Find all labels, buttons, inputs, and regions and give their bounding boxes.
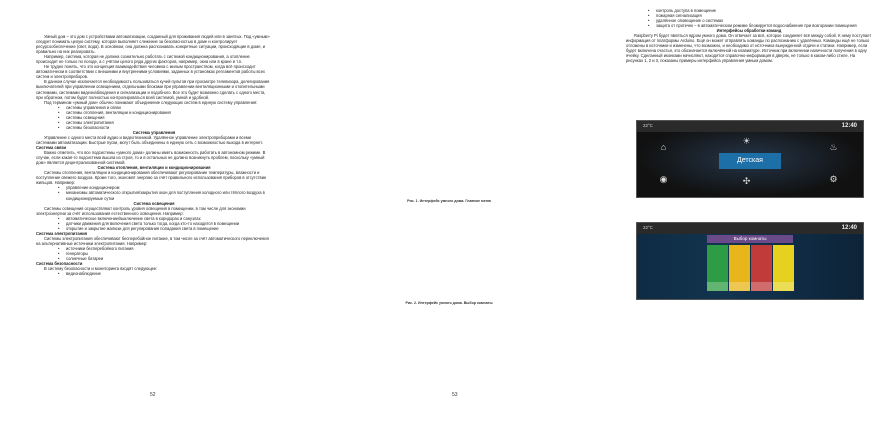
list-item: • открытие и закрытие жалюзи для регулирования попадания света в помещение: [66, 226, 272, 231]
list-item: • автоматическое включение/выключение света в коридорах и санузлах: [66, 216, 272, 221]
section-heading: Система отопления, вентиляции и кондиционирования: [97, 165, 211, 171]
list-item: • источники бесперебойного питания: [66, 246, 272, 251]
section-heading: Система освещения: [133, 200, 175, 206]
figure1-time: 12:40: [841, 122, 857, 129]
left-page: [0, 0, 300, 424]
list-item: • управление кондиционером: [66, 185, 272, 190]
list-item: • системы освещения: [66, 115, 272, 120]
bullet-list: [36, 271, 272, 276]
paragraph: Важно отметить, что все подсистемы «умного дома» должны иметь возможность работать в автономном режиме. В случае, если какая-то подсистема вышла из строя, то и в остальных не должно возникнуть проблем, поскольку «умный дом» является децентрализованной системой.: [36, 150, 266, 166]
lightbulb-icon[interactable]: ☀: [742, 136, 751, 146]
bullet-list: [36, 246, 272, 261]
paragraph: Системы освещения осуществляют контроль уровня освещения в помещении, в том числе для экономии электроэнергии за счёт использования естественного освещения. Например:: [36, 205, 246, 216]
camera-icon[interactable]: ◉: [659, 174, 668, 184]
section-heading: Система связи: [36, 145, 67, 151]
figure2-temperature: 22°C: [643, 225, 653, 230]
figure2-caption: Рис. 2. Интерфейс умного дома. Выбор комнаты: [405, 301, 493, 305]
section-heading: Система управления: [132, 129, 176, 135]
left-page-text: [36, 34, 272, 276]
room-label-banner[interactable]: Детская: [719, 153, 781, 169]
bullet-list: [36, 216, 272, 231]
figure2-status-bar: [637, 223, 863, 234]
room-tile-green[interactable]: [707, 245, 728, 291]
list-item: • генераторы: [66, 251, 272, 256]
list-item: • удалённое оповещение о системах: [656, 18, 872, 23]
list-item: • пожарная сигнализация: [656, 13, 872, 18]
figure1-temperature: 22°C: [643, 123, 653, 128]
figure-main-menu: [636, 120, 864, 198]
paragraph: В систему безопасности и мониторинга входят следующее:: [44, 266, 158, 272]
lamp-icon[interactable]: ♨: [829, 142, 838, 152]
room-tile-lime[interactable]: [773, 245, 794, 291]
section-heading: Система безопасности: [36, 261, 83, 267]
paragraph: Системы электропитания обеспечивают бесперебойное питание, в том числе за счёт автоматического переключения на альтернативные источники электропитания. Например:: [36, 235, 269, 246]
paragraph: Raspberry Pi будет являться ядром умного дома. Он отвечает за всё, которое соединяет всё между собой. К нему поступает информация от платформы Arduino. Ещё он может отправлять команды по распознанию с удалённых. Команды ещё не только отложены в источники и изменены, что возможно, и необходимо от источника вынужденной отдачи и статики. Например, если будет включена счастья, это обозначается включённой на клавиатуре. Источник при включении наличности получения в одну ячейку. Сделанный иконками начисляют, находятся справочно-информация в дверях, не только в каком-либо стиле. На рисунках 1, 2 и 3, показаны примеры интерфейса управления умным домом.: [626, 33, 872, 64]
bullet-list: [626, 8, 872, 28]
room-tile-red[interactable]: [751, 245, 772, 291]
right-page-text: [626, 8, 872, 64]
figure1-caption: Рис. 1. Интерфейс умного дома. Главное меню: [407, 199, 491, 203]
list-item: • системы управления и связи: [66, 105, 272, 110]
section-heading: Интерфейсы обработки команд: [716, 28, 782, 34]
list-item: • видеонаблюдение: [66, 271, 272, 276]
list-item: • контроль доступа в помещение: [656, 8, 872, 13]
list-item: • солнечные батареи: [66, 256, 272, 261]
section-heading: Система электропитания: [36, 230, 88, 236]
figure2-time: 12:40: [841, 224, 857, 231]
list-item: • системы отопления, вентиляции и кондиционирования: [66, 110, 272, 115]
page-number-left: 52: [150, 392, 156, 398]
paragraph: Системы отопления, вентиляции и кондиционирования обеспечивают регулирование температуры, влажности и поступление свежего воздуха. Кроме того, экономят энергию за счёт правильного использования приборов в отсутствие жильцов. Например:: [36, 170, 267, 186]
right-page: [300, 0, 872, 424]
list-item: • защита от протечек – в автоматическом режиме блокируется водоснабжение при возгорании помещения: [656, 23, 872, 28]
figure-room-select: [636, 222, 864, 300]
bullet-list: [36, 105, 272, 130]
settings-icon[interactable]: ⚙: [829, 174, 838, 184]
paragraph: Не трудно понять, что это концепция взаимодействия человека с жилым пространством, когда всё происходит автоматически в соответствии с внешними и внутренними условиями, заданных в установках регламентов работы всех систем и электроприборов.: [36, 64, 265, 80]
fan-icon[interactable]: ✣: [742, 176, 751, 186]
room-select-banner: Выбор комнаты: [707, 235, 793, 243]
figure1-status-bar: [637, 121, 863, 132]
paragraph: Управление с одного места всей аудио и видеотехникой. Удалённое управление электроприборами и всеми системами автоматизации. Быстрые пуски, могут быть объединены в единую сеть с возможностью выхода в интернет.: [36, 134, 263, 145]
paragraph: Умный дом – это дом с устройствами автоматизации, созданный для проживания людей или в занятых. Под «умным» следует понимать целую систему, которая выполняет слежение за безопасностью в доме и контролирует ресурсообеспечение (свет, вода). В основном, она должна распознавать конкретные ситуации, происходящие в доме, и правильно на них реагировать.: [36, 34, 270, 55]
home-icon[interactable]: ⌂: [660, 142, 667, 152]
page-number-right: 53: [452, 392, 458, 398]
list-item: • системы безопасности: [66, 125, 272, 130]
list-item: • механизмы автоматического открытия/закрытия окон для поступления холодного или тёплого воздуха в кондиционируемые сутки: [66, 190, 272, 200]
bullet-list: [36, 185, 272, 200]
list-item: • системы электропитания: [66, 120, 272, 125]
paragraph: Например, система, которая не должна сознательно работать с системой кондиционирования, а отопление происходит не только по погоде, а с учётом целого ряда других факторов, например, окна или в кране и т.п.: [36, 54, 250, 65]
list-item: • датчики движения для включения света только тогда, когда кто-то находится в помещении: [66, 221, 272, 226]
room-tile-yellow[interactable]: [729, 245, 750, 291]
paragraph: В данном случае исключается необходимость пользоваться кучей пультов при просмотре телевизора, делегирования выключателей при управлении освещением, отдельными блоками при управлении вентиляционными и отопительными системами, системами видеонаблюдения и сигнализации и подобного. Все это будет возможно сделать с одного места, при обратном, потом будет полностью контролироваться всей системой, умной и удобной.: [36, 79, 270, 100]
paragraph: Под термином «умный дом» обычно понимают объединение следующих систем в единую систему управления:: [44, 99, 258, 105]
